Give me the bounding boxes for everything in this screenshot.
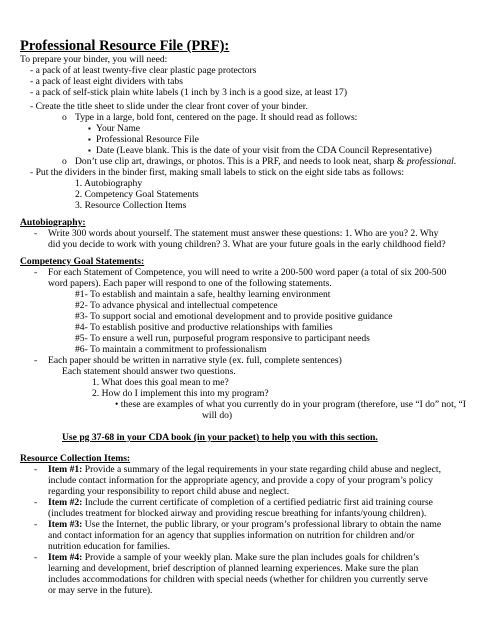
- tab-label: 2. Competency Goal Statements: [75, 189, 199, 200]
- resource-item-text: learning and development, brief description of planned learning experiences. Make sure the plan: [48, 563, 419, 574]
- competency-text: Each statement should answer two questions.: [62, 366, 236, 377]
- need-item: - a pack of least eight dividers with tabs: [30, 76, 183, 87]
- tab-label: 1. Autobiography: [75, 178, 143, 189]
- resource-item: Item #1: Provide a summary of the legal requirements in your state regarding child abuse and neglect,: [48, 464, 441, 475]
- section-heading-autobiography: Autobiography:: [20, 217, 86, 228]
- step-font-instruction: Type in a large, bold font, centered on the page. It should read as follows:: [75, 112, 358, 123]
- goal-item: #3- To support social and emotional development and to provide positive guidance: [75, 311, 393, 322]
- dash-marker: -: [34, 497, 38, 508]
- question-item: 1. What does this goal mean to me?: [92, 377, 229, 388]
- tab-label: 3. Resource Collection Items: [75, 200, 187, 211]
- goal-item: #4- To establish positive and productive relationships with families: [75, 322, 333, 333]
- need-item: - a pack of at least twenty-five clear plastic page protectors: [30, 65, 257, 76]
- example-bullet: will do): [202, 410, 233, 421]
- competency-text: For each Statement of Competence, you will need to write a 200-500 word paper (a total of six 200-500: [48, 267, 447, 278]
- resource-item-text: (includes treatment for blocked airway and providing rescue breathing for infants/young children).: [48, 508, 427, 519]
- intro-lead: To prepare your binder, you will need:: [20, 54, 168, 65]
- goal-item: #6- To maintain a commitment to professionalism: [75, 344, 267, 355]
- resource-item-text: and contact information for an agency that supplies information on nutrition for children and/or: [48, 530, 415, 541]
- list-marker: o: [62, 112, 67, 123]
- dash-marker: -: [34, 267, 38, 278]
- goal-item: #1- To establish and maintain a safe, healthy learning environment: [75, 289, 331, 300]
- title-sheet-item: Your Name: [96, 123, 141, 134]
- bullet-icon: ▪: [88, 124, 91, 133]
- autobiography-text: Write 300 words about yourself. The statement must answer these questions: 1. Who are you? 2. Why: [48, 228, 439, 239]
- dash-marker: -: [34, 552, 38, 563]
- step-dividers: - Put the dividers in the binder first, making small labels to stick on the eight side tabs as follows:: [30, 167, 405, 178]
- step-no-clipart: Don’t use clip art, drawings, or photos. This is a PRF, and needs to look neat, sharp & professional.: [75, 156, 457, 167]
- competency-text: Each paper should be written in narrative style (ex. full, complete sentences): [48, 355, 342, 366]
- section-heading-resources: Resource Collection Items:: [20, 453, 131, 464]
- dash-marker: -: [34, 519, 38, 530]
- list-marker: o: [62, 156, 67, 167]
- question-item: 2. How do I implement this into my program?: [92, 388, 269, 399]
- resource-item-text: nutrition education for families.: [48, 541, 171, 552]
- step-create-title-sheet: - Create the title sheet to slide under the clear front cover of your binder.: [30, 101, 308, 112]
- title-sheet-item: Professional Resource File: [96, 134, 199, 145]
- resource-item-text: include contact information for the appropriate agency, and provide a copy of your program’s policy: [48, 475, 433, 486]
- resource-item-text: regarding your responsibility to report child abuse and neglect.: [48, 486, 290, 497]
- bullet-icon: ▪: [88, 135, 91, 144]
- title-sheet-item: Date (Leave blank. This is the date of your visit from the CDA Council Representative): [96, 145, 432, 156]
- dash-marker: -: [34, 355, 38, 366]
- resource-item-text: or may serve in the future).: [48, 585, 153, 596]
- example-bullet: • these are examples of what you currently do in your program (therefore, use “I do” not, “I: [115, 399, 467, 410]
- goal-item: #2- To advance physical and intellectual competence: [75, 300, 278, 311]
- dash-marker: -: [34, 228, 38, 239]
- bullet-icon: ▪: [88, 146, 91, 155]
- section-heading-competency: Competency Goal Statements:: [20, 256, 145, 267]
- page-title: Professional Resource File (PRF):: [20, 38, 230, 54]
- autobiography-text: did you decide to work with young children? 3. What are your future goals in the early childhood field?: [48, 239, 446, 250]
- goal-item: #5- To ensure a well run, purposeful program responsive to participant needs: [75, 333, 370, 344]
- resource-item-text: includes accommodations for children with special needs (whether for children you currently serve: [48, 574, 428, 585]
- need-item: - a pack of self-stick plain white labels (1 inch by 3 inch is a good size, at least 17): [30, 87, 348, 98]
- dash-marker: -: [34, 464, 38, 475]
- resource-item: Item #2: Include the current certificate of completion of a certified pediatric first aid training course: [48, 497, 433, 508]
- reference-note: Use pg 37-68 in your CDA book (in your packet) to help you with this section.: [62, 432, 378, 443]
- resource-item: Item #3: Use the Internet, the public library, or your program’s professional library to obtain the name: [48, 519, 442, 530]
- resource-item: Item #4: Provide a sample of your weekly plan. Make sure the plan includes goals for children’s: [48, 552, 420, 563]
- competency-text: word papers). Each paper will respond to one of the following statements.: [48, 278, 332, 289]
